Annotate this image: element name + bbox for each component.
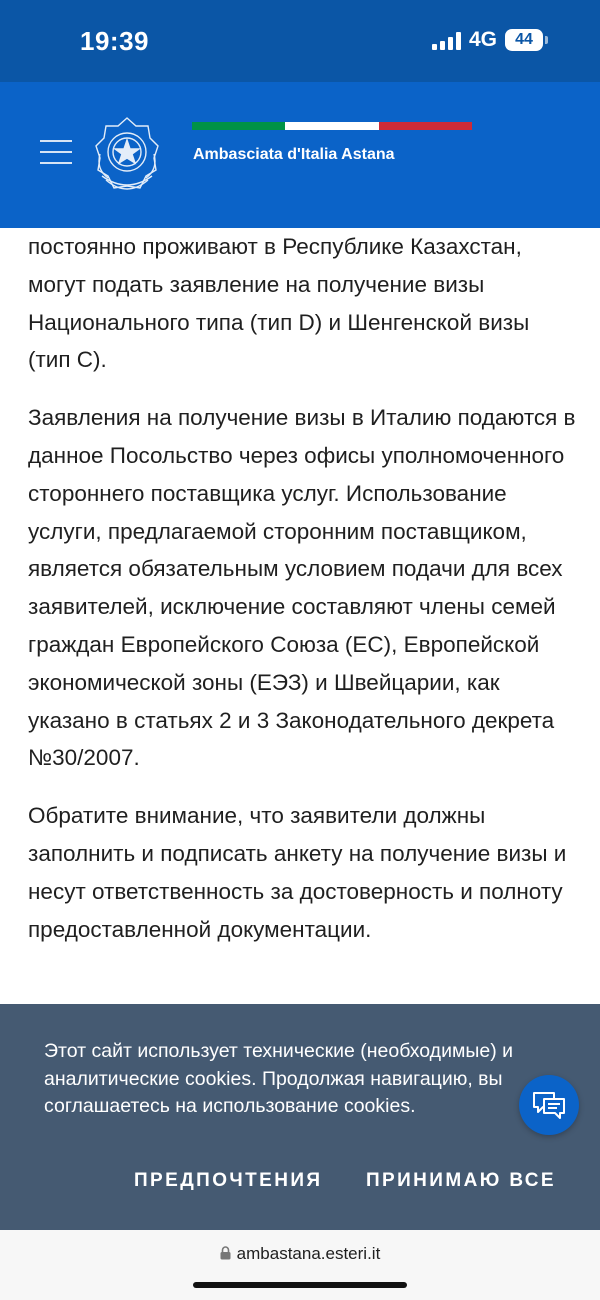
cookie-notice-text: Этот сайт использует технические (необходимые) и аналитические cookies. Продолжая навигацию, вы соглашаетесь на использование cookies. (44, 1040, 514, 1117)
battery-icon (505, 29, 543, 51)
browser-url-bar[interactable] (0, 1230, 600, 1300)
cookie-preferences-button[interactable]: ПРЕДПОЧТЕНИЯ (134, 1170, 323, 1191)
content-paragraph: Заявления на получение визы в Италию подаются в данное Посольство через офисы уполномоченного стороннего поставщика услуг. Использование услуги, предлагаемой сторонним поставщиком, является обязательным условием подачи для всех заявителей, исключение составляют члены семей граждан Европейского Союза (ЕС), Европейской экономической зоны (ЕЭЗ) и Швейцарии, как указано в статьях 2 и 3 Законодательного декрета №30/2007. (28, 405, 576, 771)
signal-strength-icon (432, 30, 461, 50)
url-text: ambastana.esteri.it (236, 1244, 381, 1263)
status-indicators (432, 28, 548, 52)
flag-green (192, 122, 285, 130)
cookie-accept-all-button[interactable]: ПРИНИМАЮ ВСЕ (366, 1170, 556, 1191)
hamburger-menu-icon[interactable] (40, 140, 72, 164)
italian-republic-emblem-icon[interactable] (92, 114, 162, 196)
chat-bubbles-icon (532, 1090, 566, 1120)
battery-level: 44 (515, 31, 533, 48)
cookie-banner (0, 1004, 600, 1230)
network-type: 4G (468, 28, 497, 51)
lock-icon (220, 1246, 231, 1260)
battery-nub (545, 36, 548, 44)
site-header (0, 82, 600, 228)
main-content (28, 228, 576, 968)
content-paragraph: Обратите внимание, что заявители должны заполнить и подписать анкету на получение визы и несут ответственность за достоверность и полноту предоставленной документации. (28, 803, 567, 942)
site-title[interactable]: Ambasciata d'Italia Astana (193, 146, 395, 163)
home-indicator[interactable] (193, 1282, 407, 1288)
status-time: 19:39 (80, 26, 149, 56)
content-paragraph: постоянно проживают в Республике Казахстан, могут подать заявление на получение визы Национального типа (тип D) и Шенгенской визы (тип С). (28, 234, 530, 373)
status-bar (0, 0, 600, 82)
chat-button[interactable] (519, 1075, 579, 1135)
italian-flag-bar (192, 122, 472, 130)
flag-white (285, 122, 378, 130)
url-display[interactable] (0, 1244, 600, 1264)
flag-red (379, 122, 472, 130)
